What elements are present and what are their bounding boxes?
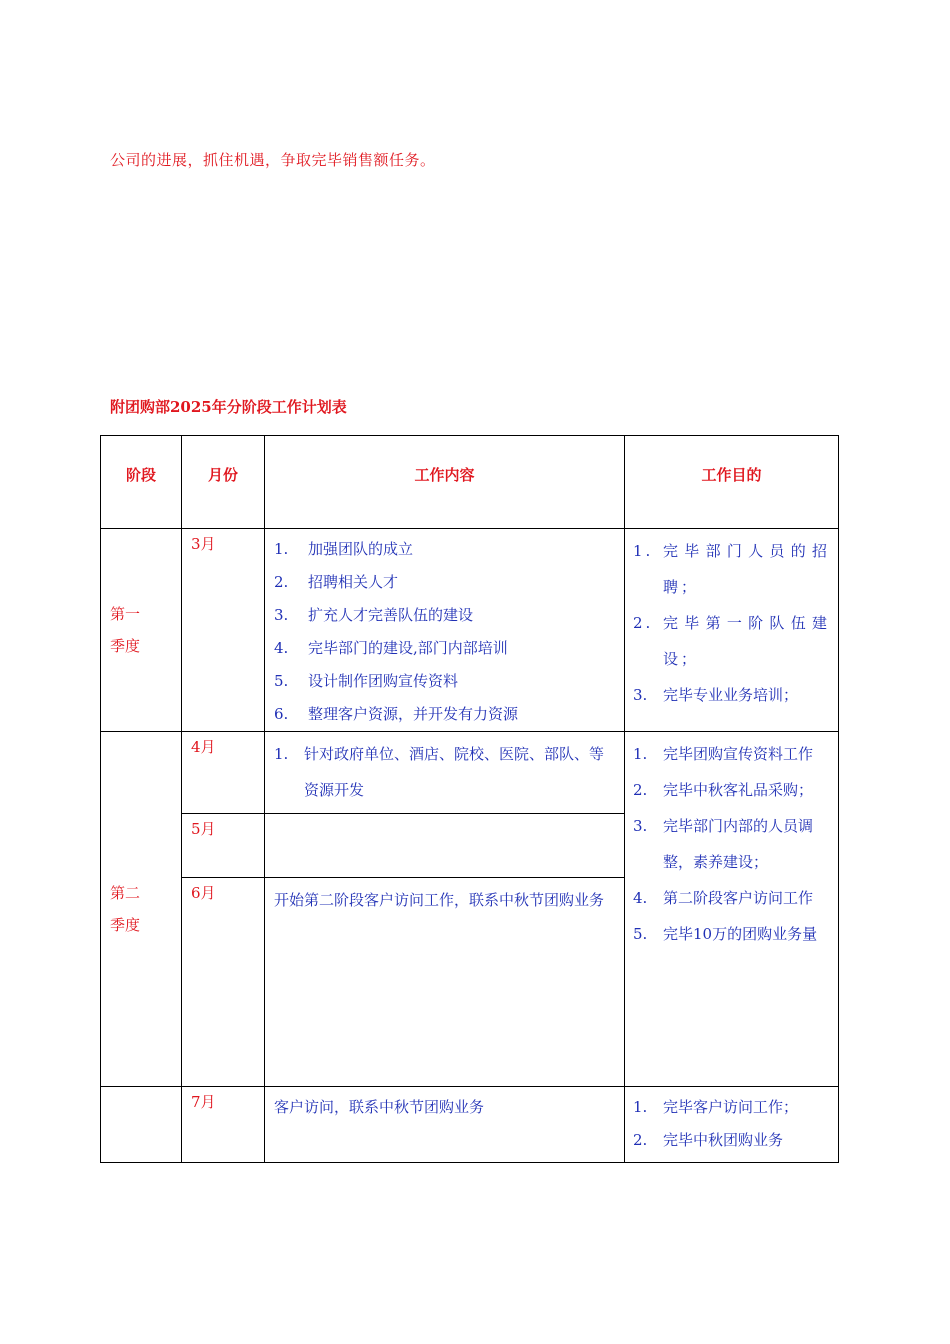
header-goal: 工作目的 (625, 436, 839, 529)
list-item: 1. 完毕客户访问工作； (633, 1098, 799, 1116)
list-item: 4. 第二阶段客户访问工作 (633, 889, 814, 907)
list-item: 5. 完毕10万的团购业务量 (633, 925, 818, 943)
goal-list (633, 736, 830, 952)
table-row-q2-apr (101, 732, 839, 814)
list-item: 2. 招聘相关人才 (274, 573, 399, 591)
goal-list (633, 1091, 830, 1157)
goal-list (633, 533, 830, 713)
list-item: 3. 扩充人才完善队伍的建设 (274, 606, 474, 624)
list-item: 1. 针对政府单位、酒店、院校、医院、部队、等资源开发 (274, 745, 605, 799)
content-list (274, 736, 616, 808)
goal-cell (625, 1087, 839, 1163)
list-item: 2. 完毕中秋客礼品采购； (633, 781, 814, 799)
content-cell (265, 814, 625, 878)
content-cell (265, 529, 625, 732)
table-row-q1 (101, 529, 839, 732)
list-item: 1. 完毕团购宣传资料工作 (633, 745, 814, 763)
header-content: 工作内容 (265, 436, 625, 529)
month-cell: 6月 (182, 878, 265, 1087)
list-item: 6. 整理客户资源，并开发有力资源 (274, 705, 519, 723)
list-item: 1. 完毕部门人员的招聘； (633, 542, 830, 596)
stage-q2: 第二 季度 (101, 732, 182, 1087)
list-item: 3. 完毕专业业务培训； (633, 686, 799, 704)
intro-paragraph: 公司的进展，抓住机遇，争取完毕销售额任务。 (110, 151, 436, 169)
stage-q1: 第一 季度 (101, 529, 182, 732)
month-cell: 7月 (182, 1087, 265, 1163)
month-cell: 3月 (182, 529, 265, 732)
header-stage: 阶段 (101, 436, 182, 529)
list-item: 5. 设计制作团购宣传资料 (274, 672, 459, 690)
table-title: 附团购部2025年分阶段工作计划表 (110, 398, 347, 416)
content-cell: 开始第二阶段客户访问工作，联系中秋节团购业务 (265, 878, 625, 1087)
goal-cell (625, 732, 839, 1087)
list-item: 1. 加强团队的成立 (274, 540, 414, 558)
header-month: 月份 (182, 436, 265, 529)
goal-cell (625, 529, 839, 732)
list-item: 2. 完毕第一阶队伍建设； (633, 614, 830, 668)
month-cell: 4月 (182, 732, 265, 814)
month-cell: 5月 (182, 814, 265, 878)
stage-q3 (101, 1087, 182, 1163)
content-list (274, 533, 616, 731)
list-item: 3. 完毕部门内部的人员调整，素养建设； (633, 817, 814, 871)
table-row-q3 (101, 1087, 839, 1163)
content-cell: 客户访问，联系中秋节团购业务 (265, 1087, 625, 1163)
header-row (101, 436, 839, 529)
work-plan-table (100, 435, 839, 1163)
list-item: 2. 完毕中秋团购业务 (633, 1131, 784, 1149)
list-item: 4. 完毕部门的建设,部门内部培训 (274, 639, 508, 657)
content-cell (265, 732, 625, 814)
